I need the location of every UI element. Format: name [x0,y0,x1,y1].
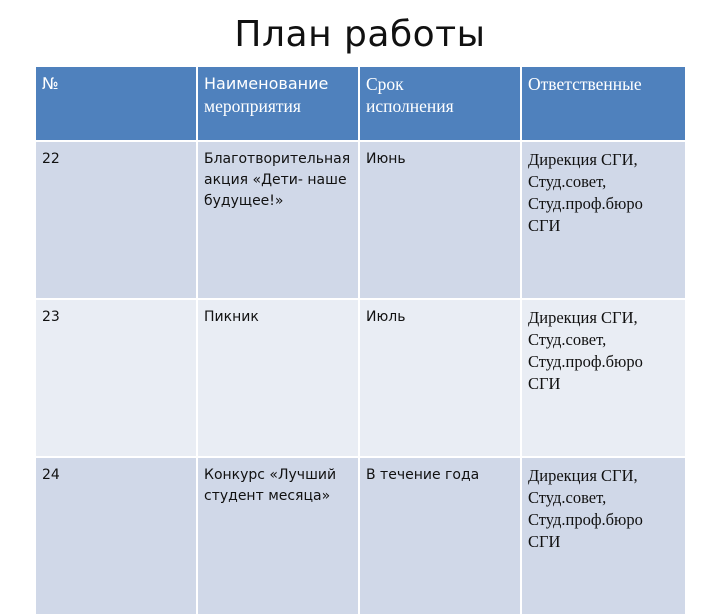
responsible-line: Студ.проф.бюро [528,194,643,213]
responsible-line: Студ.совет, [528,330,607,349]
responsible-line: Студ.совет, [528,172,607,191]
responsible-line: Дирекция СГИ, [528,150,638,169]
cell-term [360,458,522,616]
header-term [360,67,522,142]
event-line: студент месяца» [204,488,331,504]
responsible-line: Студ.проф.бюро [528,352,643,371]
event-line: Пикник [204,309,259,325]
row-number: 22 [42,151,60,167]
cell-term [360,300,522,458]
header-responsible-label: Ответственные [528,74,642,94]
work-plan-table [36,67,685,616]
responsible-line: Студ.проф.бюро [528,510,643,529]
event-line: будущее!» [204,193,284,209]
header-event-name [198,67,360,142]
header-number-label: № [42,74,59,93]
cell-event [198,142,360,300]
term-text: В течение года [366,467,480,483]
header-event-name-line-2: мероприятия [204,96,301,116]
page-title: План работы [234,14,486,55]
header-number [36,67,198,142]
row-number: 24 [42,467,60,483]
header-term-line-2: исполнения [366,96,454,116]
responsible-line: СГИ [528,374,561,393]
table-row [36,300,685,458]
term-text: Июнь [366,151,406,167]
event-line: акция «Дети- наше [204,172,347,188]
responsible-line: Дирекция СГИ, [528,308,638,327]
cell-event [198,458,360,616]
cell-number [36,300,198,458]
cell-responsible [522,458,685,616]
event-line: Благотворительная [204,151,351,167]
responsible-line: Студ.совет, [528,488,607,507]
cell-event [198,300,360,458]
table-row [36,458,685,616]
cell-responsible [522,300,685,458]
cell-number [36,142,198,300]
term-text: Июль [366,309,406,325]
header-responsible [522,67,685,142]
row-number: 23 [42,309,60,325]
responsible-line: Дирекция СГИ, [528,466,638,485]
cell-number [36,458,198,616]
responsible-line: СГИ [528,532,561,551]
cell-term [360,142,522,300]
header-event-name-line-1: Наименование [204,74,329,93]
table-header-row [36,67,685,142]
table-row [36,142,685,300]
event-line: Конкурс «Лучший [204,467,337,483]
responsible-line: СГИ [528,216,561,235]
header-term-line-1: Срок [366,74,404,94]
cell-responsible [522,142,685,300]
